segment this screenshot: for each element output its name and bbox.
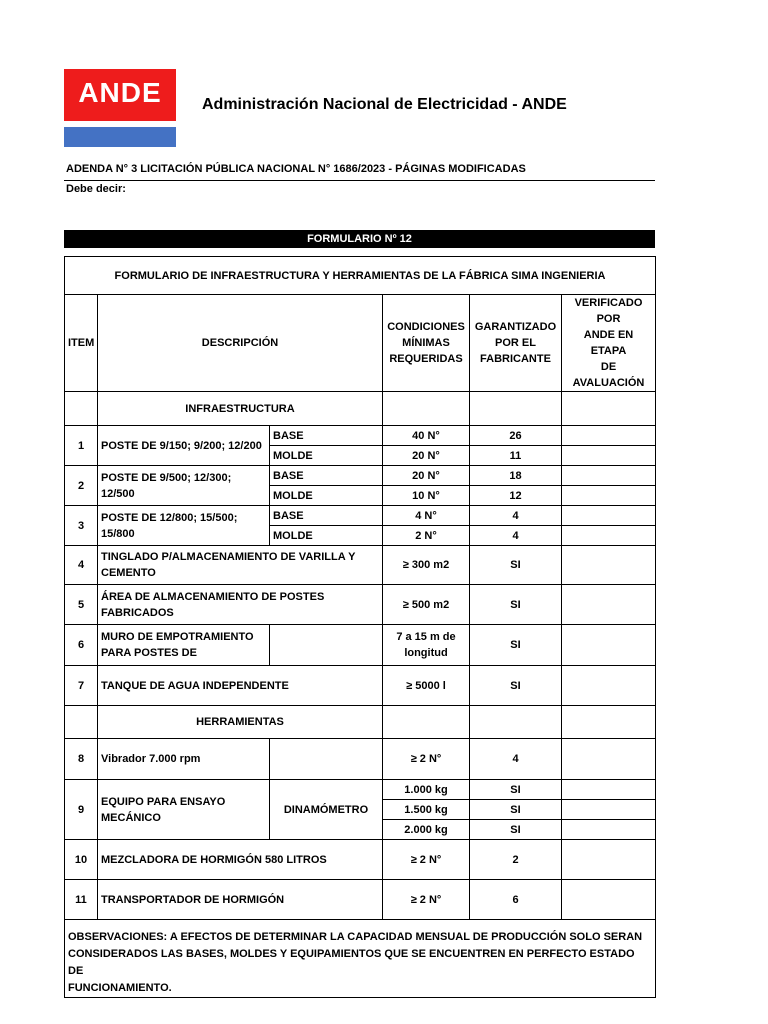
condition: 10 N° <box>383 486 470 506</box>
header-line: MÍNIMAS <box>402 337 450 349</box>
guaranteed: 11 <box>470 446 562 466</box>
verification-cell[interactable] <box>562 466 656 486</box>
col-item-header: ITEM <box>65 295 98 392</box>
sub-label: DINAMÓMETRO <box>270 780 383 840</box>
item-number: 3 <box>65 506 98 546</box>
empty-cell <box>470 392 562 426</box>
header-line: FABRICANTE <box>480 353 551 365</box>
table-row <box>65 840 656 880</box>
description <box>98 546 383 585</box>
verification-cell[interactable] <box>562 625 656 666</box>
description <box>98 466 270 506</box>
verification-cell[interactable] <box>562 486 656 506</box>
table-row <box>65 466 656 486</box>
description: POSTE DE 9/150; 9/200; 12/200 <box>98 426 270 466</box>
guaranteed: 4 <box>470 739 562 780</box>
table-row <box>65 780 656 800</box>
header-line: POR EL <box>495 337 536 349</box>
observations-line: FUNCIONAMIENTO. <box>68 982 172 994</box>
item-number: 1 <box>65 426 98 466</box>
sub-label: MOLDE <box>270 486 383 506</box>
description: ÁREA DE ALMACENAMIENTO DE POSTES FABRICADOS <box>98 585 383 625</box>
logo-blue-bar <box>64 127 176 147</box>
table-title-row <box>65 257 656 295</box>
empty-cell <box>65 706 98 739</box>
table-row <box>65 506 656 526</box>
guaranteed: 26 <box>470 426 562 446</box>
table-row <box>65 426 656 446</box>
item-number: 5 <box>65 585 98 625</box>
section-label: HERRAMIENTAS <box>98 706 383 739</box>
form-number-bar: FORMULARIO Nº 12 <box>64 230 655 248</box>
condition: ≥ 300 m2 <box>383 546 470 585</box>
verification-cell[interactable] <box>562 800 656 820</box>
description-line: PARA POSTES DE <box>101 647 197 659</box>
sub-label: MOLDE <box>270 526 383 546</box>
condition <box>383 625 470 666</box>
item-number: 10 <box>65 840 98 880</box>
col-verificado-header <box>562 295 656 392</box>
sub-label: MOLDE <box>270 446 383 466</box>
condition: 4 N° <box>383 506 470 526</box>
description: MEZCLADORA DE HORMIGÓN 580 LITROS <box>98 840 383 880</box>
condition: ≥ 5000 l <box>383 666 470 706</box>
empty-cell <box>65 392 98 426</box>
verification-cell[interactable] <box>562 780 656 800</box>
guaranteed: 12 <box>470 486 562 506</box>
table-row <box>65 739 656 780</box>
guaranteed: 2 <box>470 840 562 880</box>
header-line: DE AVALUACIÓN <box>572 361 645 389</box>
guaranteed: 4 <box>470 526 562 546</box>
description: Vibrador 7.000 rpm <box>98 739 270 780</box>
sub-label: BASE <box>270 426 383 446</box>
header-line: VERIFICADO POR <box>574 297 643 325</box>
guaranteed: SI <box>470 625 562 666</box>
observations-line: CONSIDERADOS LAS BASES, MOLDES Y EQUIPAMIENTOS QUE SE ENCUENTREN EN PERFECTO ESTADO DE <box>68 948 635 977</box>
condition: ≥ 2 N° <box>383 880 470 920</box>
empty-cell <box>383 706 470 739</box>
description: TRANSPORTADOR DE HORMIGÓN <box>98 880 383 920</box>
table-row <box>65 546 656 585</box>
verification-cell[interactable] <box>562 739 656 780</box>
section-row-infraestructura <box>65 392 656 426</box>
sub-label: BASE <box>270 506 383 526</box>
adenda-title: ADENDA N° 3 LICITACIÓN PÚBLICA NACIONAL N° 1686/2023 - PÁGINAS MODIFICADAS <box>66 163 526 175</box>
empty-cell <box>562 392 656 426</box>
guaranteed: 6 <box>470 880 562 920</box>
guaranteed: SI <box>470 820 562 840</box>
condition: 1.000 kg <box>383 780 470 800</box>
verification-cell[interactable] <box>562 446 656 466</box>
verification-cell[interactable] <box>562 840 656 880</box>
header-line: GARANTIZADO <box>474 321 557 333</box>
header-line: ANDE EN ETAPA <box>583 329 634 357</box>
ande-logo <box>64 69 176 121</box>
empty-cell <box>562 706 656 739</box>
guaranteed: 18 <box>470 466 562 486</box>
verification-cell[interactable] <box>562 526 656 546</box>
description-line: POSTE DE 9/500; 12/300; <box>101 471 232 484</box>
item-number: 9 <box>65 780 98 840</box>
table-row <box>65 585 656 625</box>
observations-row <box>65 920 656 998</box>
header-divider <box>64 180 655 181</box>
description-line: TINGLADO P/ALMACENAMIENTO DE VARILLA Y <box>101 551 356 563</box>
empty-cell <box>383 392 470 426</box>
item-number: 4 <box>65 546 98 585</box>
item-number: 8 <box>65 739 98 780</box>
observations <box>65 920 656 998</box>
condition: ≥ 2 N° <box>383 840 470 880</box>
verification-cell[interactable] <box>562 666 656 706</box>
description-line: MURO DE EMPOTRAMIENTO <box>101 631 254 643</box>
guaranteed: SI <box>470 666 562 706</box>
observations-line: OBSERVACIONES: A EFECTOS DE DETERMINAR LA CAPACIDAD MENSUAL DE PRODUCCIÓN SOLO SERAN <box>68 931 643 943</box>
col-garantizado-header <box>470 295 562 392</box>
item-number: 7 <box>65 666 98 706</box>
description-line: MECÁNICO <box>101 811 161 824</box>
description <box>98 625 270 666</box>
verification-cell[interactable] <box>562 585 656 625</box>
description: TANQUE DE AGUA INDEPENDENTE <box>98 666 383 706</box>
table-row <box>65 880 656 920</box>
col-descripcion-header: DESCRIPCIÓN <box>98 295 383 392</box>
condition: ≥ 2 N° <box>383 739 470 780</box>
condition: 40 N° <box>383 426 470 446</box>
guaranteed: SI <box>470 780 562 800</box>
empty-cell <box>270 739 383 780</box>
guaranteed: SI <box>470 546 562 585</box>
condition: 2 N° <box>383 526 470 546</box>
header-line: CONDICIONES <box>387 321 465 333</box>
debe-decir-label: Debe decir: <box>66 183 126 195</box>
description-line: POSTE DE 12/800; 15/500; <box>101 511 238 524</box>
infrastructure-table <box>64 256 656 998</box>
verification-cell[interactable] <box>562 820 656 840</box>
item-number: 6 <box>65 625 98 666</box>
condition-line: 7 a 15 m de <box>396 631 456 643</box>
condition: 1.500 kg <box>383 800 470 820</box>
item-number: 2 <box>65 466 98 506</box>
guaranteed: SI <box>470 585 562 625</box>
verification-cell[interactable] <box>562 880 656 920</box>
section-label: INFRAESTRUCTURA <box>98 392 383 426</box>
table-title: FORMULARIO DE INFRAESTRUCTURA Y HERRAMIENTAS DE LA FÁBRICA SIMA INGENIERIA <box>65 257 656 295</box>
verification-cell[interactable] <box>562 546 656 585</box>
description-line: 15/800 <box>101 527 135 540</box>
header-line: REQUERIDAS <box>389 353 463 365</box>
condition: 20 N° <box>383 446 470 466</box>
organization-name: Administración Nacional de Electricidad - ANDE <box>202 96 567 113</box>
sub-label: BASE <box>270 466 383 486</box>
empty-cell <box>270 625 383 666</box>
guaranteed: SI <box>470 800 562 820</box>
section-row-herramientas <box>65 706 656 739</box>
description-line: CEMENTO <box>101 567 156 579</box>
description-line: 12/500 <box>101 487 135 500</box>
condition: ≥ 500 m2 <box>383 585 470 625</box>
description-line: EQUIPO PARA ENSAYO <box>101 795 226 808</box>
table-row <box>65 625 656 666</box>
verification-cell[interactable] <box>562 426 656 446</box>
condition: 20 N° <box>383 466 470 486</box>
verification-cell[interactable] <box>562 506 656 526</box>
table-row <box>65 666 656 706</box>
col-condiciones-header <box>383 295 470 392</box>
description <box>98 780 270 840</box>
table-header-row <box>65 295 656 392</box>
empty-cell <box>470 706 562 739</box>
condition-line: longitud <box>404 647 448 659</box>
guaranteed: 4 <box>470 506 562 526</box>
condition: 2.000 kg <box>383 820 470 840</box>
item-number: 11 <box>65 880 98 920</box>
logo-text: ANDE <box>78 77 162 108</box>
description <box>98 506 270 546</box>
